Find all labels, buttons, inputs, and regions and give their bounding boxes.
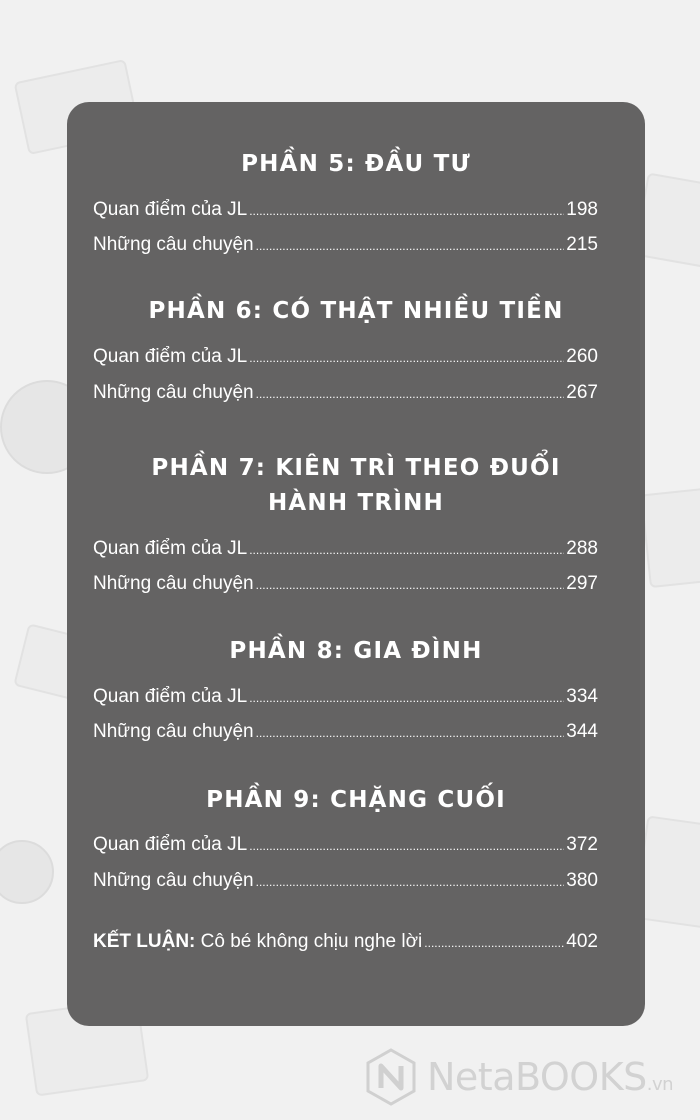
toc-entry[interactable] [93,830,598,860]
page-number: 380 [566,870,598,891]
entry-label: Những câu chuyện [93,870,254,891]
toc-entry[interactable] [93,230,598,260]
dot-leader [249,343,564,373]
conclusion-label: Cô bé không chịu nghe lời [195,931,423,952]
publisher-watermark [365,1046,673,1108]
page-number: 288 [566,538,598,559]
publisher-name: NetaBOOKS.vn [427,1055,674,1099]
entry-label: Quan điểm của JL [93,686,248,707]
toc-entry[interactable] [93,717,598,747]
toc-entry[interactable] [93,569,598,599]
section-title: PHẦN 6: CÓ THẬT NHIỀU TIỀN [148,298,564,324]
page-number: 267 [566,382,598,403]
page-number: 372 [566,834,598,855]
dot-leader [256,570,565,600]
coin-decoration [0,840,54,904]
page-number: 260 [566,346,598,367]
entry-label: Quan điểm của JL [93,199,248,220]
dot-leader [249,831,564,861]
section-title: PHẦN 8: GIA ĐÌNH [229,638,483,664]
conclusion-prefix: KẾT LUẬN: [93,931,196,952]
entry-label: Quan điểm của JL [93,834,248,855]
table-of-contents-panel [67,102,645,1026]
dot-leader [249,535,564,565]
dot-leader [424,928,564,958]
dot-leader [256,867,565,897]
toc-entry[interactable] [93,534,598,564]
dot-leader [256,379,565,409]
section-title-continued: HÀNH TRÌNH [267,490,444,516]
page-number: 297 [566,573,598,594]
page-number: 198 [566,199,598,220]
entry-label [93,927,422,957]
entry-label: Những câu chuyện [93,234,254,255]
section-title: PHẦN 5: ĐẦU TƯ [241,151,471,177]
entry-label: Những câu chuyện [93,573,254,594]
entry-label: Quan điểm của JL [93,538,248,559]
page-number: 344 [566,721,598,742]
section-title: PHẦN 7: KIÊN TRÌ THEO ĐUỔI [151,455,561,481]
toc-entry[interactable] [93,195,598,225]
toc-entry[interactable] [93,866,598,896]
toc-entry[interactable] [93,342,598,372]
toc-entry[interactable] [93,378,598,408]
page-number: 334 [566,686,598,707]
banknote-decoration [640,486,700,588]
page-number: 215 [566,234,598,255]
entry-label: Quan điểm của JL [93,346,248,367]
toc-entry-conclusion[interactable] [93,927,598,957]
dot-leader [256,718,565,748]
entry-label: Những câu chuyện [93,382,254,403]
section-title: PHẦN 9: CHẶNG CUỐI [206,787,506,813]
dot-leader [256,231,565,261]
toc-entry[interactable] [93,682,598,712]
page-number: 402 [566,931,598,952]
publisher-logo-icon [365,1048,417,1106]
entry-label: Những câu chuyện [93,721,254,742]
dot-leader [249,683,564,713]
dot-leader [249,196,564,226]
